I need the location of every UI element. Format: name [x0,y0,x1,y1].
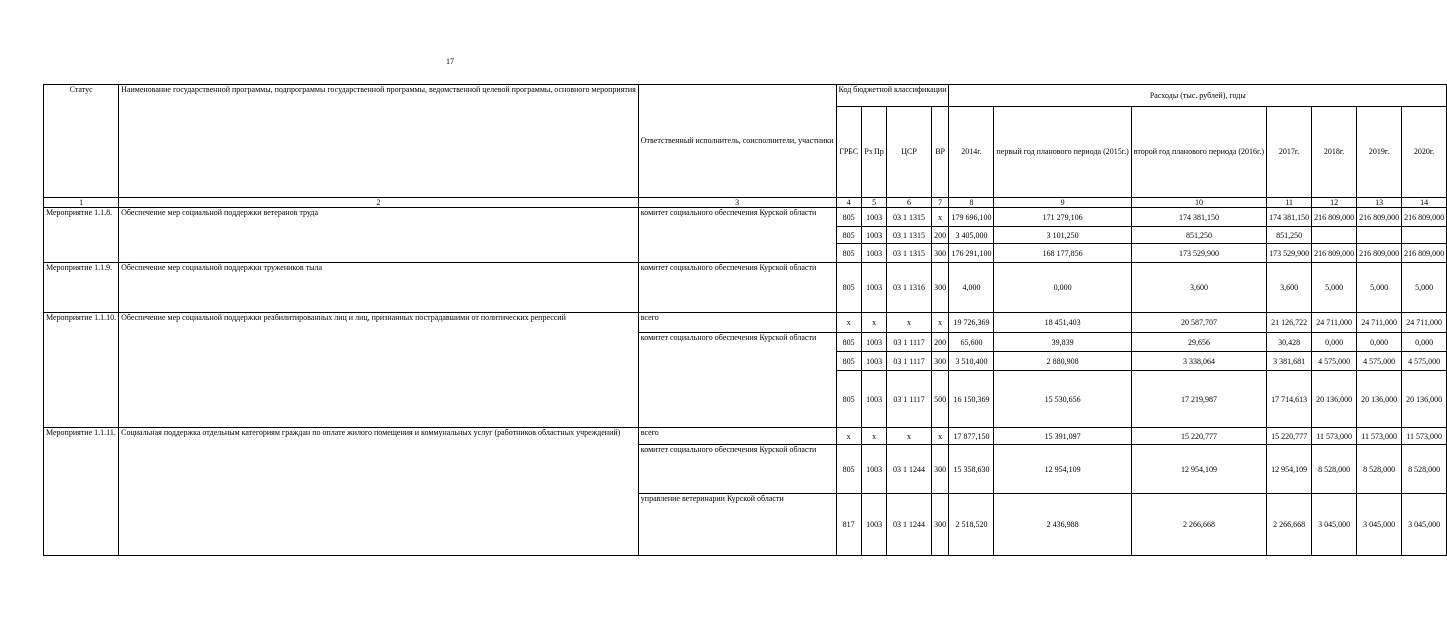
col-number: 14 [1402,198,1447,208]
header-budget-code: Код бюджетной классификации [836,85,949,107]
value-2014: 16 150,369 [949,371,994,428]
value-2017: 15 220,777 [1267,428,1312,445]
value-2019: 216 809,000 [1357,208,1402,227]
grbs-cell: 805 [836,227,861,244]
rzpr-cell: 1003 [861,494,886,556]
vr-cell: х [931,313,949,333]
rzpr-cell: х [861,428,886,445]
vr-cell: 300 [931,352,949,371]
value-2020: 20 136,000 [1402,371,1447,428]
vr-cell: 200 [931,333,949,352]
rzpr-cell: 1003 [861,371,886,428]
measure-status: Мероприятие 1.1.8. [44,208,119,263]
value-2015: 15 391,097 [994,428,1131,445]
col-number: 10 [1131,198,1266,208]
value-2020: 4 575,000 [1402,352,1447,371]
value-2018: 0,000 [1312,333,1357,352]
rzpr-cell: 1003 [861,445,886,494]
value-2015: 15 530,656 [994,371,1131,428]
rzpr-cell: х [861,313,886,333]
header-2020: 2020г. [1402,107,1447,198]
value-2018: 3 045,000 [1312,494,1357,556]
vr-cell: х [931,208,949,227]
measure-status: Мероприятие 1.1.11. [44,428,119,556]
budget-table [43,84,1447,556]
value-2018: 11 573,000 [1312,428,1357,445]
header-expenses: Расходы (тыс. рублей), годы [949,85,1447,107]
measure-status: Мероприятие 1.1.9. [44,263,119,313]
value-2020: 11 573,000 [1402,428,1447,445]
value-2019: 8 528,000 [1357,445,1402,494]
col-number: 8 [949,198,994,208]
grbs-cell: 805 [836,333,861,352]
value-2016: 17 219,987 [1131,371,1266,428]
value-2020: 5,000 [1402,263,1447,313]
csr-cell: 03 1 1117 [887,352,931,371]
value-2015: 18 451,403 [994,313,1131,333]
measure-responsible: комитет социального обеспечения Курской области [638,263,836,313]
value-2018: 4 575,000 [1312,352,1357,371]
grbs-cell: 805 [836,371,861,428]
table-row [44,208,1447,227]
value-2020: 0,000 [1402,333,1447,352]
measure-status: Мероприятие 1.1.10. [44,313,119,428]
col-number: 4 [836,198,861,208]
value-2020: 8 528,000 [1402,445,1447,494]
col-number: 6 [887,198,931,208]
measure-name: Обеспечение мер социальной поддержки реабилитированных лиц и лиц, признанных пострадавшими от политических репрессий [119,313,639,428]
value-2014: 3 510,400 [949,352,994,371]
value-2018 [1312,227,1357,244]
value-2016: 15 220,777 [1131,428,1266,445]
col-number: 11 [1267,198,1312,208]
value-2014: 179 696,100 [949,208,994,227]
col-number: 7 [931,198,949,208]
page-number: 17 [446,57,454,66]
measure-responsible-total: всего [638,428,836,445]
header-2018: 2018г. [1312,107,1357,198]
grbs-cell: 805 [836,263,861,313]
value-2019: 216 809,000 [1357,244,1402,263]
measure-name: Обеспечение мер социальной поддержки тружеников тыла [119,263,639,313]
rzpr-cell: 1003 [861,352,886,371]
grbs-cell: 805 [836,244,861,263]
table-row [44,263,1447,313]
grbs-cell: х [836,428,861,445]
value-2016: 174 381,150 [1131,208,1266,227]
vr-cell: 300 [931,244,949,263]
measure-name: Обеспечение мер социальной поддержки ветеранов труда [119,208,639,263]
value-2017: 21 126,722 [1267,313,1312,333]
value-2018: 216 809,000 [1312,208,1357,227]
value-2020: 3 045,000 [1402,494,1447,556]
csr-cell: 03 1 1117 [887,371,931,428]
header-responsible: Ответственный исполнитель, соисполнители, участники [638,85,836,198]
csr-cell: 03 1 1244 [887,494,931,556]
vr-cell: 200 [931,227,949,244]
value-2016: 3,600 [1131,263,1266,313]
vr-cell: х [931,428,949,445]
col-number: 1 [44,198,119,208]
header-vr: ВР [931,107,949,198]
value-2018: 5,000 [1312,263,1357,313]
value-2015: 39,839 [994,333,1131,352]
value-2018: 24 711,000 [1312,313,1357,333]
header-csr: ЦСР [887,107,931,198]
value-2019 [1357,227,1402,244]
csr-cell: 03 1 1315 [887,227,931,244]
value-2016: 3 338,064 [1131,352,1266,371]
col-number: 13 [1357,198,1402,208]
col-number: 3 [638,198,836,208]
measure-responsible: комитет социального обеспечения Курской области [638,208,836,263]
value-2014: 3 405,000 [949,227,994,244]
rzpr-cell: 1003 [861,244,886,263]
value-2016: 29,656 [1131,333,1266,352]
header-2019: 2019г. [1357,107,1402,198]
grbs-cell: х [836,313,861,333]
value-2014: 176 291,100 [949,244,994,263]
grbs-cell: 817 [836,494,861,556]
value-2017: 851,250 [1267,227,1312,244]
measure-responsible-total: всего [638,313,836,333]
col-number: 2 [119,198,639,208]
value-2016: 12 954,109 [1131,445,1266,494]
value-2019: 20 136,000 [1357,371,1402,428]
value-2017: 173 529,900 [1267,244,1312,263]
value-2015: 3 101,250 [994,227,1131,244]
value-2019: 24 711,000 [1357,313,1402,333]
csr-cell: х [887,428,931,445]
column-number-row [44,198,1447,208]
value-2020: 216 809,000 [1402,244,1447,263]
vr-cell: 300 [931,263,949,313]
rzpr-cell: 1003 [861,208,886,227]
header-status: Статус [44,85,119,198]
grbs-cell: 805 [836,352,861,371]
value-2014: 4,000 [949,263,994,313]
value-2020: 216 809,000 [1402,208,1447,227]
rzpr-cell: 1003 [861,263,886,313]
value-2014: 2 518,520 [949,494,994,556]
value-2014: 65,600 [949,333,994,352]
value-2014: 17 877,150 [949,428,994,445]
col-number: 5 [861,198,886,208]
vr-cell: 500 [931,371,949,428]
value-2019: 0,000 [1357,333,1402,352]
header-2017: 2017г. [1267,107,1312,198]
csr-cell: 03 1 1316 [887,263,931,313]
vr-cell: 300 [931,494,949,556]
csr-cell: 03 1 1315 [887,244,931,263]
header-2015: первый год планового периода (2015г.) [994,107,1131,198]
value-2015: 12 954,109 [994,445,1131,494]
value-2014: 19 726,369 [949,313,994,333]
csr-cell: 03 1 1117 [887,333,931,352]
value-2017: 174 381,150 [1267,208,1312,227]
value-2017: 12 954,109 [1267,445,1312,494]
value-2014: 15 358,630 [949,445,994,494]
value-2019: 4 575,000 [1357,352,1402,371]
measure-responsible: управление ветеринарии Курской области [638,494,836,556]
value-2016: 20 587,707 [1131,313,1266,333]
value-2019: 5,000 [1357,263,1402,313]
measure-responsible: комитет социального обеспечения Курской области [638,333,836,428]
value-2017: 3 381,681 [1267,352,1312,371]
value-2017: 30,428 [1267,333,1312,352]
table-row [44,313,1447,333]
rzpr-cell: 1003 [861,227,886,244]
value-2016: 173 529,900 [1131,244,1266,263]
value-2016: 851,250 [1131,227,1266,244]
grbs-cell: 805 [836,445,861,494]
header-rzpr: Рз Пр [861,107,886,198]
value-2018: 8 528,000 [1312,445,1357,494]
value-2020 [1402,227,1447,244]
csr-cell: 03 1 1244 [887,445,931,494]
value-2018: 20 136,000 [1312,371,1357,428]
value-2018: 216 809,000 [1312,244,1357,263]
value-2017: 17 714,613 [1267,371,1312,428]
value-2015: 0,000 [994,263,1131,313]
rzpr-cell: 1003 [861,333,886,352]
measure-name: Социальная поддержка отдельным категориям граждан по оплате жилого помещения и коммунальных услуг (работников областных учреждений) [119,428,639,556]
csr-cell: 03 1 1315 [887,208,931,227]
header-name: Наименование государственной программы, подпрограммы государственной программы, ведомственной целевой программы, основного мероприятия [119,85,639,198]
header-row-1 [44,85,1447,107]
value-2020: 24 711,000 [1402,313,1447,333]
measure-responsible: комитет социального обеспечения Курской области [638,445,836,494]
value-2015: 2 880,908 [994,352,1131,371]
grbs-cell: 805 [836,208,861,227]
value-2015: 171 279,106 [994,208,1131,227]
value-2019: 11 573,000 [1357,428,1402,445]
csr-cell: х [887,313,931,333]
value-2015: 2 436,988 [994,494,1131,556]
value-2017: 2 266,668 [1267,494,1312,556]
value-2019: 3 045,000 [1357,494,1402,556]
table-row [44,428,1447,445]
vr-cell: 300 [931,445,949,494]
header-2016: второй год планового периода (2016г.) [1131,107,1266,198]
header-2014: 2014г. [949,107,994,198]
value-2017: 3,600 [1267,263,1312,313]
header-grbs: ГРБС [836,107,861,198]
value-2015: 168 177,856 [994,244,1131,263]
col-number: 9 [994,198,1131,208]
value-2016: 2 266,668 [1131,494,1266,556]
col-number: 12 [1312,198,1357,208]
